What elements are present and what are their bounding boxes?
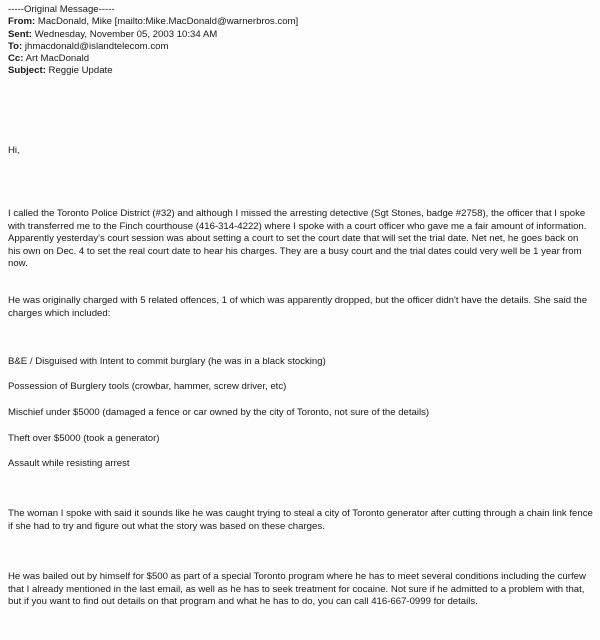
from-line [8, 16, 593, 28]
cc-label: Cc: [8, 53, 24, 65]
cc-line [8, 53, 593, 65]
paragraph-bail-details: He was bailed out by himself for $500 as part of a special Toronto program where he has to meet several conditions including the curfew that I already mentioned in the last email, as well as he has to seek treatment for cocaine. Not sure if he admitted to a problem with that, but if you want to find out details on that program and what he has to do, you can call 416-667-0999 for details. [8, 571, 586, 608]
sent-label: Sent: [8, 28, 32, 40]
greeting: Hi, [8, 145, 20, 156]
charge-item: Assault while resisting arrest [8, 458, 130, 469]
to-label: To: [8, 40, 23, 52]
to-value: jhmacdonald@islandtelecom.com [24, 40, 169, 52]
charge-item: Mischief under $5000 (damaged a fence or car owned by the city of Toronto, not sure of the details) [8, 407, 430, 418]
charge-item: Possession of Burglery tools (crowbar, hammer, screw driver, etc) [8, 381, 287, 392]
original-message-line: -----Original Message----- [8, 4, 115, 15]
from-value: MacDonald, Mike [mailto:Mike.MacDonald@warnerbros.com] [37, 16, 299, 28]
subject-label: Subject: [8, 65, 46, 77]
paragraph-police-call: I called the Toronto Police District (#32) and although I missed the arresting detective (Sgt Stones, badge #2758), the officer that I spoke with transferred me to the Finch courthouse (416-314-4222) where I spoke with a court officer who gave me a fair amount of information. Apparently yesterday's court session was about setting a court to set the court date that will set the trial date. Net net, he goes back on his own on Dec. 4 to set the real court date to hear his charges. They are a busy court and the trial dates could very well be 1 year from now. [8, 208, 587, 270]
cc-value: Art MacDonald [25, 53, 90, 65]
sent-line [8, 29, 593, 41]
email-header [8, 4, 593, 78]
subject-value: Reggie Update [48, 65, 113, 77]
paragraph-generator-theft: The woman I spoke with said it sounds like he was caught trying to steal a city of Toronto generator after cutting through a chain link fence if she had to try and figure out what the story was based on these charges. [8, 508, 593, 532]
to-line [8, 41, 593, 53]
from-label: From: [8, 16, 36, 28]
subject-line [8, 65, 593, 77]
charge-item: B&E / Disguised with Intent to commit burglary (he was in a black stocking) [8, 356, 326, 367]
charge-item: Theft over $5000 (took a generator) [8, 433, 160, 444]
paragraph-charges-intro: He was originally charged with 5 related offences, 1 of which was apparently dropped, but the officer didn't have the details. She said the charges which included: [8, 295, 588, 319]
sent-value: Wednesday, November 05, 2003 10:34 AM [34, 28, 218, 40]
